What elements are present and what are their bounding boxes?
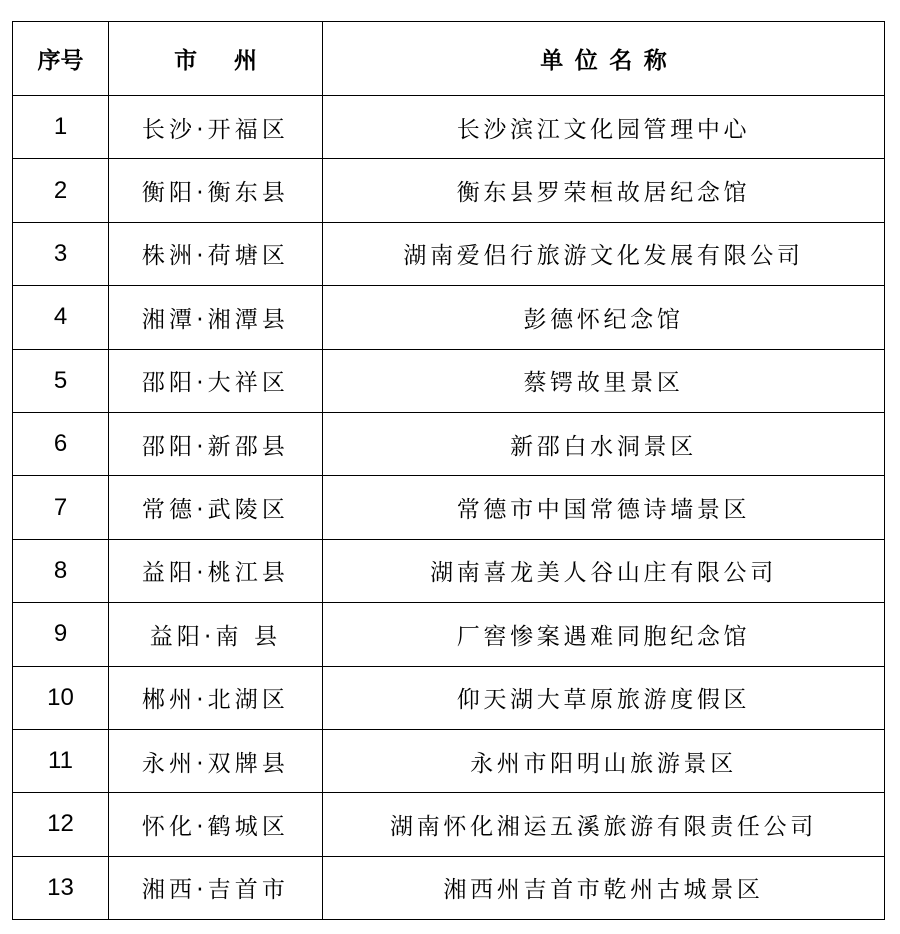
row-unit-name: 长沙滨江文化园管理中心 [323,96,885,159]
row-unit-name: 衡东县罗荣桓故居纪念馆 [323,159,885,222]
row-unit-name: 厂窖惨案遇难同胞纪念馆 [323,603,885,666]
unit-list-table-container [12,21,884,920]
row-unit-name: 仰天湖大草原旅游度假区 [323,666,885,729]
row-index: 2 [13,159,109,222]
row-index: 1 [13,96,109,159]
row-unit-name: 彭德怀纪念馆 [323,286,885,349]
table-row [13,856,885,919]
header-unit-name: 单位名称 [323,22,885,96]
row-index: 9 [13,603,109,666]
row-city: 怀化·鹤城区 [109,793,323,856]
table-row [13,412,885,475]
table-row [13,729,885,792]
row-index: 10 [13,666,109,729]
row-index: 7 [13,476,109,539]
row-unit-name: 湖南怀化湘运五溪旅游有限责任公司 [323,793,885,856]
table-row [13,349,885,412]
header-city: 市州 [109,22,323,96]
row-index: 4 [13,286,109,349]
row-city: 郴州·北湖区 [109,666,323,729]
row-unit-name: 常德市中国常德诗墙景区 [323,476,885,539]
table-row [13,96,885,159]
row-unit-name: 蔡锷故里景区 [323,349,885,412]
row-unit-name: 永州市阳明山旅游景区 [323,729,885,792]
row-city: 常德·武陵区 [109,476,323,539]
row-city: 益阳·南 县 [109,603,323,666]
table-row [13,666,885,729]
row-city: 益阳·桃江县 [109,539,323,602]
unit-list-table [12,21,885,920]
table-row [13,793,885,856]
row-index: 11 [13,729,109,792]
row-index: 3 [13,222,109,285]
row-city: 湘西·吉首市 [109,856,323,919]
row-city: 湘潭·湘潭县 [109,286,323,349]
table-row [13,603,885,666]
row-unit-name: 新邵白水洞景区 [323,412,885,475]
row-unit-name: 湖南喜龙美人谷山庄有限公司 [323,539,885,602]
table-row [13,539,885,602]
row-index: 8 [13,539,109,602]
row-city: 长沙·开福区 [109,96,323,159]
row-index: 12 [13,793,109,856]
table-row [13,476,885,539]
header-index: 序号 [13,22,109,96]
row-unit-name: 湘西州吉首市乾州古城景区 [323,856,885,919]
row-index: 13 [13,856,109,919]
table-row [13,159,885,222]
row-index: 5 [13,349,109,412]
row-unit-name: 湖南爱侣行旅游文化发展有限公司 [323,222,885,285]
table-header-row [13,22,885,96]
row-city: 衡阳·衡东县 [109,159,323,222]
row-city: 永州·双牌县 [109,729,323,792]
row-city: 株洲·荷塘区 [109,222,323,285]
row-city: 邵阳·大祥区 [109,349,323,412]
row-index: 6 [13,412,109,475]
table-row [13,286,885,349]
row-city: 邵阳·新邵县 [109,412,323,475]
table-row [13,222,885,285]
